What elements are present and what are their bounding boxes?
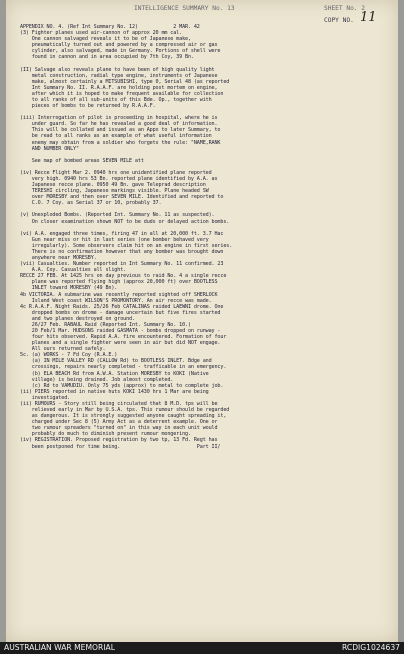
typed-line: Island West coast WILSON'S PROMONTORY. An air recce was made. <box>20 297 212 304</box>
typed-line: AND NUMBER ONLY" <box>20 145 79 152</box>
sheet-label: SHEET No. 2 <box>324 5 365 12</box>
typed-line: A.A. Coy. Casualties all slight. <box>20 267 127 274</box>
typed-line: (ii) RUMOURS - Story still being circulated that 8 M.D. tps will be <box>20 400 218 407</box>
typed-line: (iii) Interrogation of pilot is proceeding in hospital, where he is <box>20 115 218 122</box>
typed-line: metal construction, radial type engine, instruments of Japanese <box>20 72 218 79</box>
typed-line: 26/27 Feb. RABAUL Raid (Reported Int. Summary No. 10.) <box>20 321 191 328</box>
typed-line: planes and a single fighter were seen in air but did NOT engage. <box>20 340 221 347</box>
typed-line: On closer examination shown NOT to be duds or delayed action bombs. <box>20 218 230 225</box>
typed-line: All ours returned safely. <box>20 346 106 353</box>
typed-line: Gun near miss or hit in last series (one bomber behaved very <box>20 236 209 243</box>
archive-name: AUSTRALIAN WAR MEMORIAL <box>4 643 115 652</box>
typed-line: (vi) A.A. engaged three times, firing 47 in all at 20,000 ft. 3.7 Hac <box>20 230 224 237</box>
typed-line: 4c R.A.A.F. Night Raids. 25/26 Feb CATALINAS raided LAEWNI drome. One <box>20 303 224 310</box>
typed-line: (vii) Casualties. Number reported in Int Summary No. 11 confirmed. 23 <box>20 261 224 268</box>
typed-line: and two planes destroyed on ground. <box>20 315 135 322</box>
archive-footer <box>0 642 404 654</box>
archive-reference: RCDIG1024637 <box>342 643 400 652</box>
typed-line: (c) Rd to VAMUDIU. Only 75 yds (approx) to metal to complete job. <box>20 382 224 389</box>
typed-line: two rumour spreaders "turned on" in this way in each unit would <box>20 425 218 432</box>
typed-line: anywhere near MORESBY. <box>20 255 97 262</box>
copy-label: COPY NO. <box>324 17 354 24</box>
typed-line: (b) ELA BEACH Rd from A.W.A. Station MORESBY to KOKI (Native <box>20 370 209 377</box>
typed-line: There is no confirmation however that any bomber was brought down <box>20 248 224 255</box>
typed-line: enemy may obtain from a soldier who forgets the rule: "NAME,RANK <box>20 139 221 146</box>
typed-line: under guard. So far he has revealed a good deal of information. <box>20 121 218 128</box>
typed-line: make, almost certainly a MITSUBISHI, type 0, Serial 48 (as reported <box>20 78 230 85</box>
typed-line: One cannon salvaged reveals it to be of Japanese make, <box>20 36 191 43</box>
typed-line: Japanese recce plane. 0950 49 Bn. gave Teleprad description <box>20 182 206 189</box>
typed-line: C.O. 7 Coy. as Serial 37 or 10, probably 37. <box>20 200 162 207</box>
typed-line: See map of bombed areas SEVEN MILE att <box>20 157 144 164</box>
typed-line: dropped bombs on drome - damage uncertain but five fires started <box>20 309 221 316</box>
typed-line: cylinder, also salvaged, made in Germany. Portions of shell were <box>20 48 221 55</box>
typed-line: after which it is hoped to make frequent available for collection <box>20 90 224 97</box>
summary-title: INTELLIGENCE SUMMARY No. 13 <box>134 5 235 12</box>
typed-line: 4b VICTORIA. A submarine was recently reported sighted off SHERLOCK <box>20 291 218 298</box>
typed-line: be read to all ranks as an example of what useful information <box>20 133 212 140</box>
typed-line: (iv) Recce Flight Mar 2. 0940 hrs one unidentified plane reported <box>20 169 212 176</box>
typed-line: (a) IN MILE VALLEY RD (CALLOW Rd) to BOOTLESS INLET. Bdge and <box>20 358 212 365</box>
typed-line: (ii) PIERS reported in native huts KOKI 1430 hrs 1 Mar are being <box>20 388 209 395</box>
typed-line: probably do much to diminish present rumour mongering. <box>20 431 191 438</box>
typed-line: Int Summary No. II. R.A.A.F. are holding post mortem on engine, <box>20 84 218 91</box>
typed-line: as dangerous. It is strongly suggested anyone caught spreading it, <box>20 413 227 420</box>
typed-line: four hits observed. Rapid A.A. fire encountered. Formation of four <box>20 334 227 341</box>
typed-line: 20 Feb/1 Mar. HUDSONS raided GASMATA - bombs dropped on runway - <box>20 328 221 334</box>
typed-line: crossings, repairs nearly completed - trafficable in an emergency. <box>20 364 227 371</box>
typed-line: pieces of bombs to be returned by R.A.A.F. <box>20 103 156 110</box>
typed-line: This will be collated and issued as an Appx to later Summary, to <box>20 127 221 134</box>
typed-line: very high. 0940 hrs 53 Bn. reported plane identified by A.A. as <box>20 176 218 182</box>
typed-line: irregularly). Some observers claim hit on an engine in first series. <box>20 242 233 249</box>
typed-line: plane was reported flying high (approx 20,000 ft) over BOOTLESS <box>20 279 218 286</box>
typed-line: TERESHI circling, Japanese markings visible. Plane headed SW <box>20 188 209 195</box>
typed-line: village) is being drained. Job almost completed. <box>20 376 174 383</box>
typed-line: APPENDIX NO. 4. (Ref Int Summary No. 12) 2 MAR. 42 <box>20 24 200 30</box>
typed-line: pneumatically turned out and powered by a compressed air or gas <box>20 42 218 49</box>
typed-line: been postponed for time being. Part II/ <box>20 443 221 450</box>
typed-line: (3) Fighter planes used air-cannon of approx 20 mm cal. <box>20 30 183 37</box>
document-page <box>6 0 398 642</box>
typed-line: over MORESBY and then over SEVEN MILE. Identified and reported to <box>20 194 224 201</box>
typed-line: relieved early in Mar by U.S.A. tps. This rumour should be regarded <box>20 407 230 414</box>
typed-line: charged under Sec 8 (5) Army Act as a deterrent example. One or <box>20 419 218 426</box>
typed-line: (II) Salvage also reveals plane to have been of high quality light <box>20 66 215 73</box>
typed-line: 5c. (a) WORKS - 7 Fd Coy (R.A.E.) <box>20 352 118 359</box>
typed-line: RECCE 27 FEB. At 1425 hrs on day previous to raid No. 4 a single recce <box>20 273 227 280</box>
typed-line: investigated. <box>20 394 71 401</box>
typed-line: (v) Unexploded Bombs. (Reported Int. Summary No. 11 as suspected). <box>20 212 215 219</box>
typed-line: INLET toward MORESBY (49 Bn). <box>20 285 118 292</box>
typed-line: (iv) REGISTRATION. Proposed registration by two tp, 13 Fd. Regt has <box>20 437 218 444</box>
typed-line: found in cannon and in area occupied by 7th Coy, 39 Bn. <box>20 54 194 61</box>
copy-number: 11 <box>360 10 377 25</box>
typed-line: to all ranks of all sub-units of this Bde. Op., together with <box>20 96 212 103</box>
